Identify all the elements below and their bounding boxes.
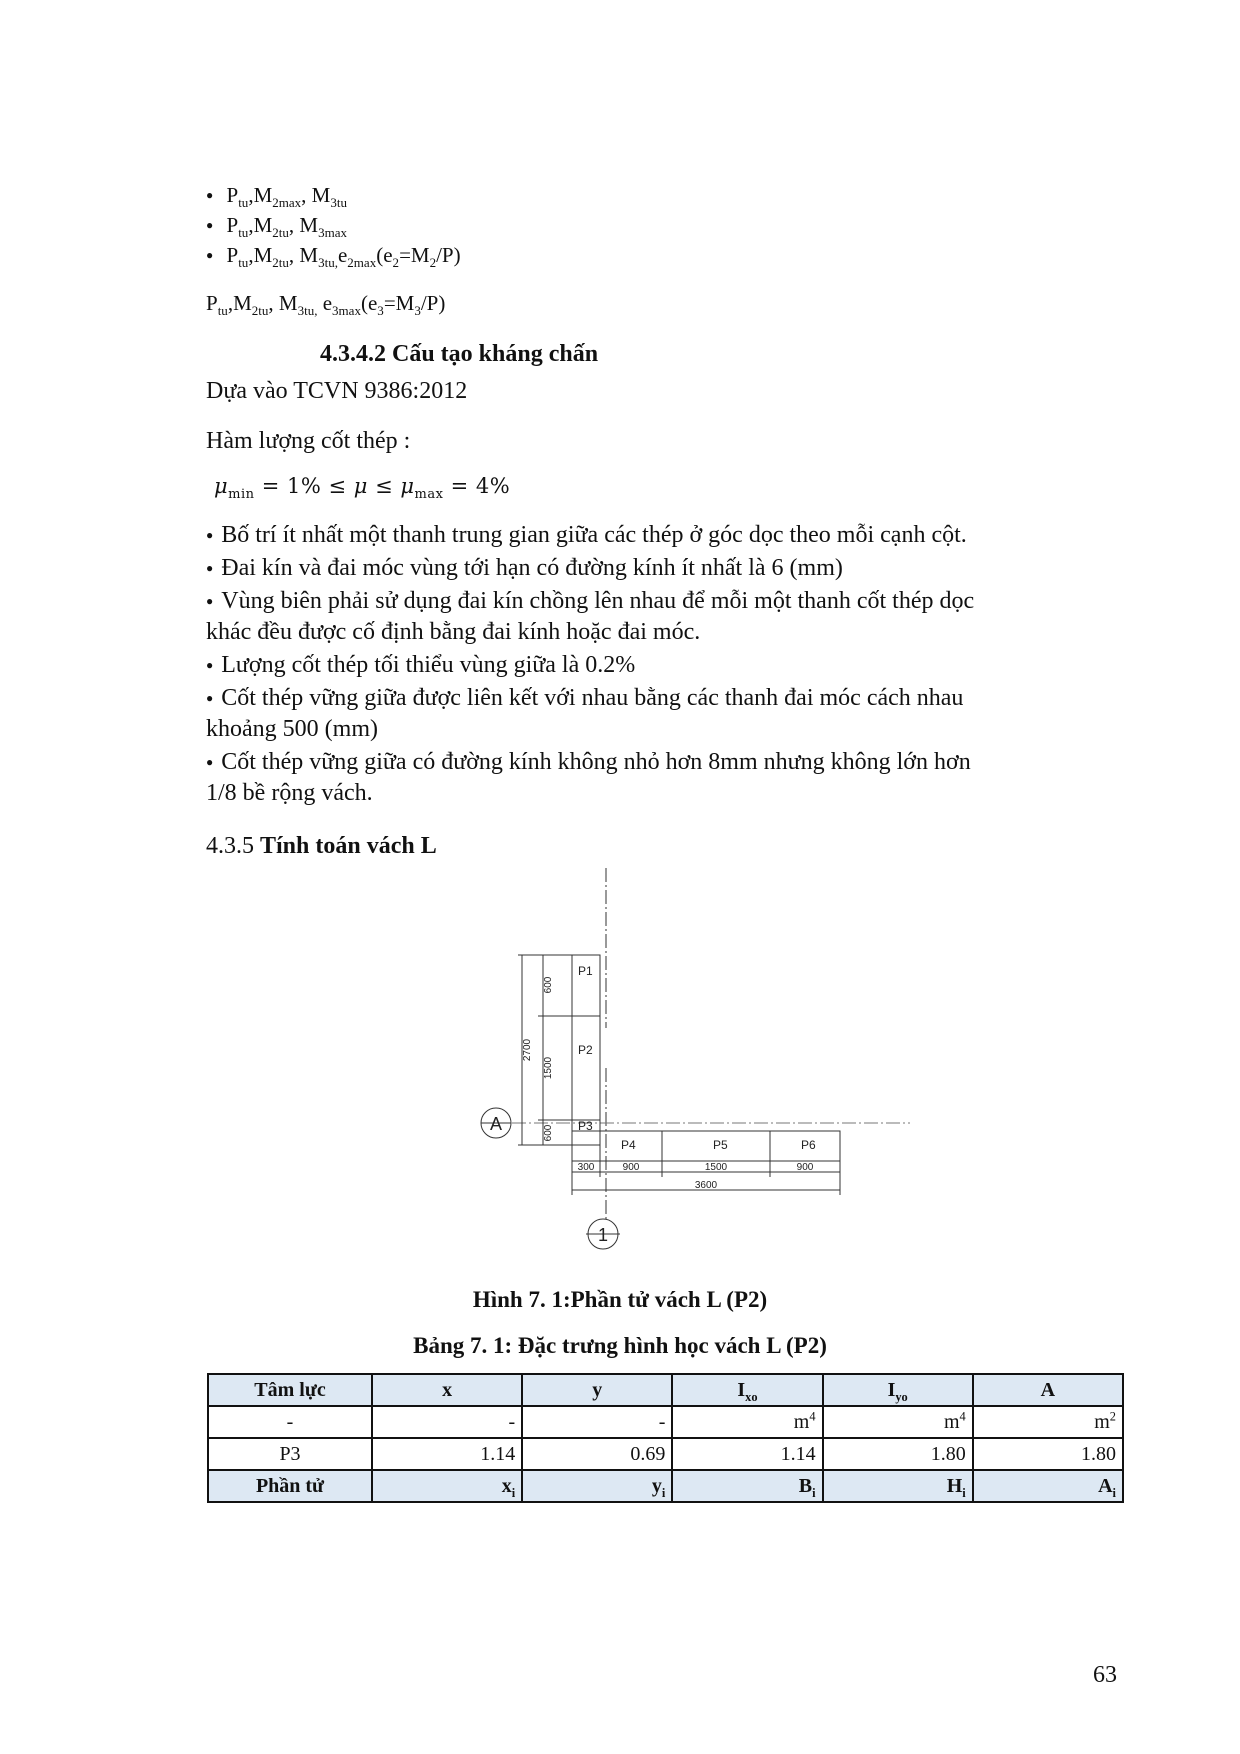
table-cell: -: [208, 1406, 372, 1438]
l-wall-diagram: [470, 866, 920, 1256]
list-item: ● Cốt thép vững giữa được liên kết với nhau bằng các thanh đai móc cách nhau: [206, 683, 963, 717]
list-item: ● $P_{tu},M_{2tu}$, $M_{3max}$: [206, 211, 347, 242]
list-item: $P_{tu},M_{2tu}$, $M_{3tu,}$ $e_{3max}(e_3=M_3/P)$: [206, 291, 446, 319]
list-item: ● Vùng biên phải sử dụng đai kín chồng lên nhau để mỗi một thanh cốt thép dọc: [206, 586, 974, 620]
dimension-label: 900: [796, 1162, 814, 1173]
list-item: ● $P_{tu},M_{2max}$, $M_{3tu}$: [206, 181, 347, 212]
table-header-row: [208, 1374, 1123, 1406]
paragraph: Dựa vào TCVN 9386:2012: [206, 378, 468, 404]
dimension-label: 300: [577, 1162, 595, 1173]
table-cell: Phần tử: [208, 1470, 372, 1502]
table-cell: y: [522, 1374, 672, 1406]
list-item: ● $P_{tu},M_{2tu}$, $M_{3tu,}e_{2max}(e_2=M_2/P)$: [206, 241, 461, 272]
wall-horizontal-leg: [572, 1131, 840, 1161]
table-cell: 1.14: [372, 1438, 522, 1470]
list-item: ● Lượng cốt thép tối thiểu vùng giữa là 0.2%: [206, 650, 635, 684]
table-cell: -: [522, 1406, 672, 1438]
list-item: ● Cốt thép vững giữa có đường kính không nhỏ hơn 8mm nhưng không lớn hơn: [206, 747, 971, 781]
geometry-table: [207, 1373, 1124, 1503]
axis-label: 1: [597, 1225, 609, 1245]
table-cell: P3: [208, 1438, 372, 1470]
panel-label: P3: [578, 1119, 593, 1133]
dimension-label: 3600: [694, 1180, 718, 1191]
panel-label: P4: [621, 1138, 636, 1152]
section-heading: 4.3.4.2 Cấu tạo kháng chấn: [320, 341, 599, 367]
table-cell: $y_i$: [522, 1470, 672, 1502]
list-item-continuation: khác đều được cố định bằng đai kính hoặc đai móc.: [206, 619, 701, 645]
panel-label: P6: [801, 1138, 816, 1152]
table-cell: $m^4$: [823, 1406, 973, 1438]
table-cell: $x_i$: [372, 1470, 522, 1502]
list-item-continuation: khoảng 500 (mm): [206, 716, 378, 742]
list-item: ● Bố trí ít nhất một thanh trung gian giữa các thép ở góc dọc theo mỗi cạnh cột.: [206, 520, 967, 554]
dimension-label: 1500: [543, 1056, 554, 1080]
table-cell: -: [372, 1406, 522, 1438]
table-cell: $I_{xo}$: [672, 1374, 822, 1406]
table-cell: $A_i$: [973, 1470, 1123, 1502]
figure-caption: Hình 7. 1:Phần tử vách L (P2): [472, 1287, 768, 1312]
section-heading: 4.3.5 Tính toán vách L: [206, 833, 437, 859]
panel-label: P5: [713, 1138, 728, 1152]
table-header-row: [208, 1470, 1123, 1502]
panel-label: P2: [578, 1043, 593, 1057]
dimension-label: 600: [543, 976, 554, 994]
table-cell: Tâm lực: [208, 1374, 372, 1406]
dimension-label: 2700: [522, 1038, 533, 1062]
table-cell: $m^2$: [973, 1406, 1123, 1438]
table-caption: Bảng 7. 1: Đặc trưng hình học vách L (P2): [413, 1333, 827, 1358]
dimension-label: 900: [622, 1162, 640, 1173]
table-cell: $H_i$: [823, 1470, 973, 1502]
table-cell: 1.14: [672, 1438, 822, 1470]
list-item: ● Đai kín và đai móc vùng tới hạn có đường kính ít nhất là 6 (mm): [206, 553, 843, 587]
table-cell: $I_{yo}$: [823, 1374, 973, 1406]
axis-label: A: [489, 1114, 503, 1134]
panel-label: P1: [578, 964, 593, 978]
steel-ratio-formula: $\mu_{min} = 1\% \le \mu \le \mu_{max} = 4\%$: [214, 474, 511, 503]
table-cell: 1.80: [823, 1438, 973, 1470]
table-cell: A: [973, 1374, 1123, 1406]
list-item-continuation: 1/8 bề rộng vách.: [206, 780, 373, 806]
table-cell: x: [372, 1374, 522, 1406]
dimension-label: 600: [543, 1124, 554, 1142]
table-row: [208, 1406, 1123, 1438]
paragraph: Hàm lượng cốt thép :: [206, 428, 411, 454]
table-row: [208, 1438, 1123, 1470]
page-number: 63: [1093, 1662, 1117, 1688]
table-cell: 0.69: [522, 1438, 672, 1470]
table-cell: $m^4$: [672, 1406, 822, 1438]
table-cell: $B_i$: [672, 1470, 822, 1502]
dimension-label: 1500: [704, 1162, 728, 1173]
table-cell: 1.80: [973, 1438, 1123, 1470]
